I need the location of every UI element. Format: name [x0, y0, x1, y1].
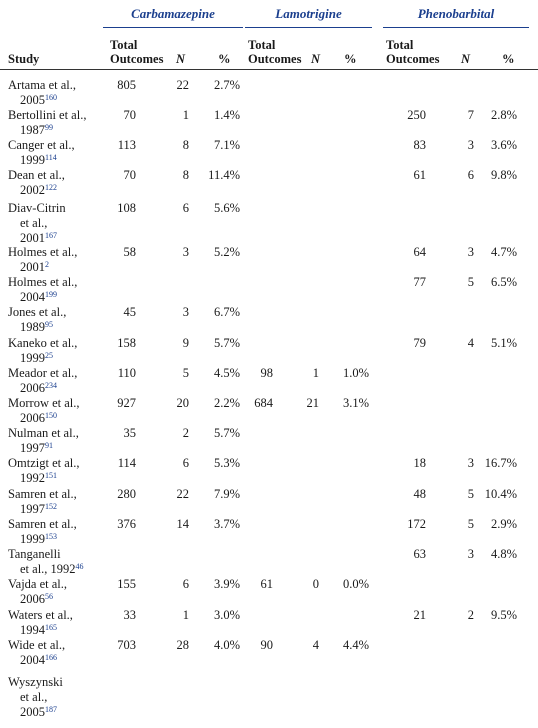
phe-n-cell: 3 [467, 456, 474, 470]
study-cell [8, 305, 66, 335]
study-cell [8, 577, 67, 607]
reference-superscript[interactable]: 122 [45, 183, 57, 193]
reference-superscript[interactable]: 2 [45, 260, 49, 270]
study-text: Samren et al., [8, 487, 77, 501]
study-cell [8, 168, 65, 198]
group-title-carbamazepine: Carbamazepine [131, 6, 215, 21]
study-text: Canger et al., [8, 138, 75, 152]
header-outcomes-label: Outcomes [248, 52, 302, 66]
header-total-outcomes-lamotrigine [248, 38, 301, 66]
group-title-lamotrigine: Lamotrigine [275, 6, 342, 21]
study-text: 2005$^{160}$ [20, 93, 57, 108]
reference-superscript[interactable]: 150 [45, 411, 57, 421]
study-cell [8, 336, 77, 366]
header-n-label: N [311, 52, 321, 66]
carb-n-cell: 2 [182, 426, 189, 440]
study-text: 1992$^{151}$ [20, 471, 57, 486]
group-rule-lamotrigine [245, 27, 372, 28]
phe-pct-cell: 16.7% [484, 456, 517, 470]
carb-pct-cell: 11.4% [208, 168, 240, 182]
lam-n-cell: 4 [312, 638, 319, 652]
carb-pct-cell: 6.7% [213, 305, 240, 319]
reference-superscript[interactable]: 187 [45, 705, 57, 715]
carb-total-cell: 33 [123, 608, 136, 622]
carb-pct-cell: 1.4% [213, 108, 240, 122]
carb-n-cell: 22 [176, 78, 189, 92]
carb-pct-cell: 4.0% [213, 638, 240, 652]
carb-n-cell: 20 [176, 396, 189, 410]
phe-pct-cell: 9.8% [490, 168, 517, 182]
lam-total-cell: 684 [254, 396, 273, 410]
study-text: Dean et al., [8, 168, 65, 182]
header-total-outcomes-phenobarbital [386, 38, 439, 66]
carb-total-cell: 110 [117, 366, 136, 380]
carb-n-cell: 9 [182, 336, 189, 350]
carb-n-cell: 1 [182, 108, 189, 122]
group-rule-carbamazepine [103, 27, 243, 28]
reference-superscript[interactable]: 152 [45, 502, 57, 512]
study-cell [8, 245, 77, 275]
carb-total-cell: 70 [123, 108, 136, 122]
study-text: 2006$^{56}$ [20, 592, 53, 607]
study-cell [8, 487, 77, 517]
study-text: 2004$^{166}$ [20, 653, 57, 668]
carb-pct-cell: 7.1% [213, 138, 240, 152]
phe-total-cell: 172 [407, 517, 426, 531]
study-text: 2006$^{234}$ [20, 381, 57, 396]
phe-total-cell: 18 [413, 456, 426, 470]
carb-pct-cell: 3.7% [213, 517, 240, 531]
study-text: et al., [20, 216, 48, 231]
study-cell [8, 138, 75, 168]
header-n-lamotrigine [311, 52, 320, 66]
reference-superscript[interactable]: 114 [45, 153, 57, 163]
study-cell [8, 517, 77, 547]
reference-superscript[interactable]: 99 [45, 123, 53, 133]
carb-total-cell: 280 [117, 487, 136, 501]
phe-pct-cell: 9.5% [490, 608, 517, 622]
header-pct-phenobarbital: % [502, 52, 515, 66]
phe-pct-cell: 3.6% [490, 138, 517, 152]
carb-n-cell: 3 [182, 305, 189, 319]
study-cell [8, 547, 84, 577]
carb-total-cell: 113 [117, 138, 136, 152]
header-n-label: N [461, 52, 471, 66]
study-cell [8, 638, 65, 668]
study-text: 1989$^{95}$ [20, 320, 53, 335]
study-text: Morrow et al., [8, 396, 80, 410]
study-cell [8, 275, 77, 305]
study-text: Tanganelli [8, 547, 61, 561]
study-text: 1999$^{153}$ [20, 532, 57, 547]
header-total-label: Total [110, 38, 138, 52]
study-text: Diav-Citrin [8, 201, 66, 215]
phe-total-cell: 250 [407, 108, 426, 122]
header-pct-carbamazepine: % [218, 52, 231, 66]
reference-superscript[interactable]: 153 [45, 532, 57, 542]
study-text: Samren et al., [8, 517, 77, 531]
study-text: 2001$^2$ [20, 260, 49, 275]
carb-n-cell: 6 [182, 201, 189, 215]
reference-superscript[interactable]: 95 [45, 320, 53, 330]
study-text: Omtzigt et al., [8, 456, 80, 470]
phe-pct-cell: 10.4% [484, 487, 517, 501]
carb-n-cell: 5 [182, 366, 189, 380]
carb-n-cell: 6 [182, 577, 189, 591]
carb-total-cell: 158 [117, 336, 136, 350]
study-text: Holmes et al., [8, 275, 78, 289]
carb-total-cell: 58 [123, 245, 136, 259]
header-outcomes-label: Outcomes [110, 52, 164, 66]
phe-total-cell: 48 [413, 487, 426, 501]
reference-superscript[interactable]: 25 [45, 351, 53, 361]
study-cell [8, 396, 80, 426]
study-text: Wide et al., [8, 638, 66, 652]
phe-n-cell: 5 [467, 487, 474, 501]
phe-pct-cell: 2.8% [490, 108, 517, 122]
carb-total-cell: 35 [123, 426, 136, 440]
study-text: 2002$^{122}$ [20, 183, 57, 198]
phe-n-cell: 5 [467, 517, 474, 531]
carb-n-cell: 3 [182, 245, 189, 259]
study-text: 1987$^{99}$ [20, 123, 53, 138]
study-text: Wyszynski [8, 675, 63, 689]
study-text: 1997$^{152}$ [20, 502, 57, 517]
header-n-label: N [176, 52, 186, 66]
carb-pct-cell: 4.5% [213, 366, 240, 380]
reference-superscript[interactable]: 46 [75, 562, 84, 572]
study-text: 2005$^{187}$ [20, 705, 57, 720]
header-n-carbamazepine [176, 52, 185, 66]
carb-total-cell: 805 [117, 78, 136, 92]
header-n-phenobarbital [461, 52, 470, 66]
lam-n-cell: 1 [312, 366, 319, 380]
lam-pct-cell: 1.0% [342, 366, 369, 380]
carb-total-cell: 927 [117, 396, 136, 410]
phe-total-cell: 61 [413, 168, 426, 182]
carb-pct-cell: 2.2% [213, 396, 240, 410]
lam-n-cell: 0 [312, 577, 319, 591]
phe-pct-cell: 5.1% [490, 336, 517, 350]
study-text: 1999$^{114}$ [20, 153, 57, 168]
carb-pct-cell: 5.6% [213, 201, 240, 215]
phe-n-cell: 3 [467, 547, 474, 561]
group-rule-phenobarbital [383, 27, 529, 28]
phe-total-cell: 63 [413, 547, 426, 561]
lam-total-cell: 90 [260, 638, 273, 652]
phe-n-cell: 6 [467, 168, 474, 182]
carb-total-cell: 45 [123, 305, 136, 319]
phe-n-cell: 3 [467, 138, 474, 152]
carb-n-cell: 14 [176, 517, 189, 531]
header-study: Study [8, 52, 40, 66]
carb-pct-cell: 5.3% [213, 456, 240, 470]
header-total-label: Total [386, 38, 414, 52]
carb-n-cell: 1 [182, 608, 189, 622]
phe-n-cell: 7 [467, 108, 474, 122]
lam-pct-cell: 4.4% [342, 638, 369, 652]
carb-n-cell: 8 [182, 138, 189, 152]
lam-total-cell: 61 [260, 577, 273, 591]
phe-pct-cell: 2.9% [490, 517, 517, 531]
study-cell [8, 201, 66, 247]
carb-n-cell: 22 [176, 487, 189, 501]
phe-total-cell: 83 [413, 138, 426, 152]
carb-pct-cell: 3.9% [213, 577, 240, 591]
phe-total-cell: 21 [413, 608, 426, 622]
study-text: 2006$^{150}$ [20, 411, 57, 426]
carb-n-cell: 8 [182, 168, 189, 182]
reference-superscript[interactable]: 199 [45, 290, 57, 300]
phe-total-cell: 64 [413, 245, 426, 259]
phe-total-cell: 79 [413, 336, 426, 350]
phe-n-cell: 2 [467, 608, 474, 622]
carb-pct-cell: 5.7% [213, 336, 240, 350]
header-total-label: Total [248, 38, 276, 52]
reference-superscript[interactable]: 234 [45, 381, 57, 391]
lam-pct-cell: 3.1% [342, 396, 369, 410]
reference-superscript[interactable]: 167 [45, 231, 57, 241]
carb-total-cell: 155 [117, 577, 136, 591]
header-total-outcomes-carbamazepine [110, 38, 163, 66]
phe-pct-cell: 4.7% [490, 245, 517, 259]
header-pct-lamotrigine: % [344, 52, 357, 66]
reference-superscript[interactable]: 56 [45, 592, 53, 602]
header-outcomes-label: Outcomes [386, 52, 440, 66]
carb-pct-cell: 5.2% [213, 245, 240, 259]
reference-superscript[interactable]: 160 [45, 93, 57, 103]
phe-n-cell: 5 [467, 275, 474, 289]
lam-total-cell: 98 [260, 366, 273, 380]
study-text: 1994$^{165}$ [20, 623, 57, 638]
study-text: et al., [20, 690, 48, 705]
study-text: 1999$^{25}$ [20, 351, 53, 366]
study-cell [8, 456, 80, 486]
carb-n-cell: 6 [182, 456, 189, 470]
phe-pct-cell: 6.5% [490, 275, 517, 289]
study-text: Vajda et al., [8, 577, 68, 591]
phe-pct-cell: 4.8% [490, 547, 517, 561]
carb-pct-cell: 5.7% [213, 426, 240, 440]
phe-n-cell: 3 [467, 245, 474, 259]
phe-total-cell: 77 [413, 275, 426, 289]
study-cell [8, 366, 77, 396]
study-text: 1997$^{91}$ [20, 441, 53, 456]
phe-n-cell: 4 [467, 336, 474, 350]
lam-n-cell: 21 [306, 396, 319, 410]
carb-pct-cell: 2.7% [213, 78, 240, 92]
carb-total-cell: 114 [117, 456, 136, 470]
study-cell [8, 78, 76, 108]
study-text: Artama et al., [8, 78, 77, 92]
carb-n-cell: 28 [176, 638, 189, 652]
carb-pct-cell: 3.0% [213, 608, 240, 622]
study-text: Jones et al., [8, 305, 67, 319]
reference-superscript[interactable]: 166 [45, 653, 57, 663]
carb-pct-cell: 7.9% [213, 487, 240, 501]
carb-total-cell: 70 [123, 168, 136, 182]
study-text: Bertollini et al., [8, 108, 87, 122]
study-text: 2004$^{199}$ [20, 290, 57, 305]
carb-total-cell: 376 [117, 517, 136, 531]
carb-total-cell: 108 [117, 201, 136, 215]
lam-pct-cell: 0.0% [342, 577, 369, 591]
study-text: et al., 1992$^{46}$ [20, 562, 84, 577]
reference-superscript[interactable]: 165 [45, 623, 57, 633]
study-cell [8, 608, 73, 638]
reference-superscript[interactable]: 91 [45, 441, 53, 451]
carb-total-cell: 703 [117, 638, 136, 652]
study-text: Kaneko et al., [8, 336, 78, 350]
study-cell [8, 426, 79, 456]
study-cell [8, 675, 63, 721]
study-text: Meador et al., [8, 366, 78, 380]
reference-superscript[interactable]: 151 [45, 471, 57, 481]
study-text: Nulman et al., [8, 426, 79, 440]
study-text: Holmes et al., [8, 245, 78, 259]
study-text: 2001$^{167}$ [20, 231, 57, 246]
study-text: Waters et al., [8, 608, 73, 622]
group-title-phenobarbital: Phenobarbital [417, 6, 495, 21]
header-divider [0, 69, 538, 70]
study-cell [8, 108, 86, 138]
